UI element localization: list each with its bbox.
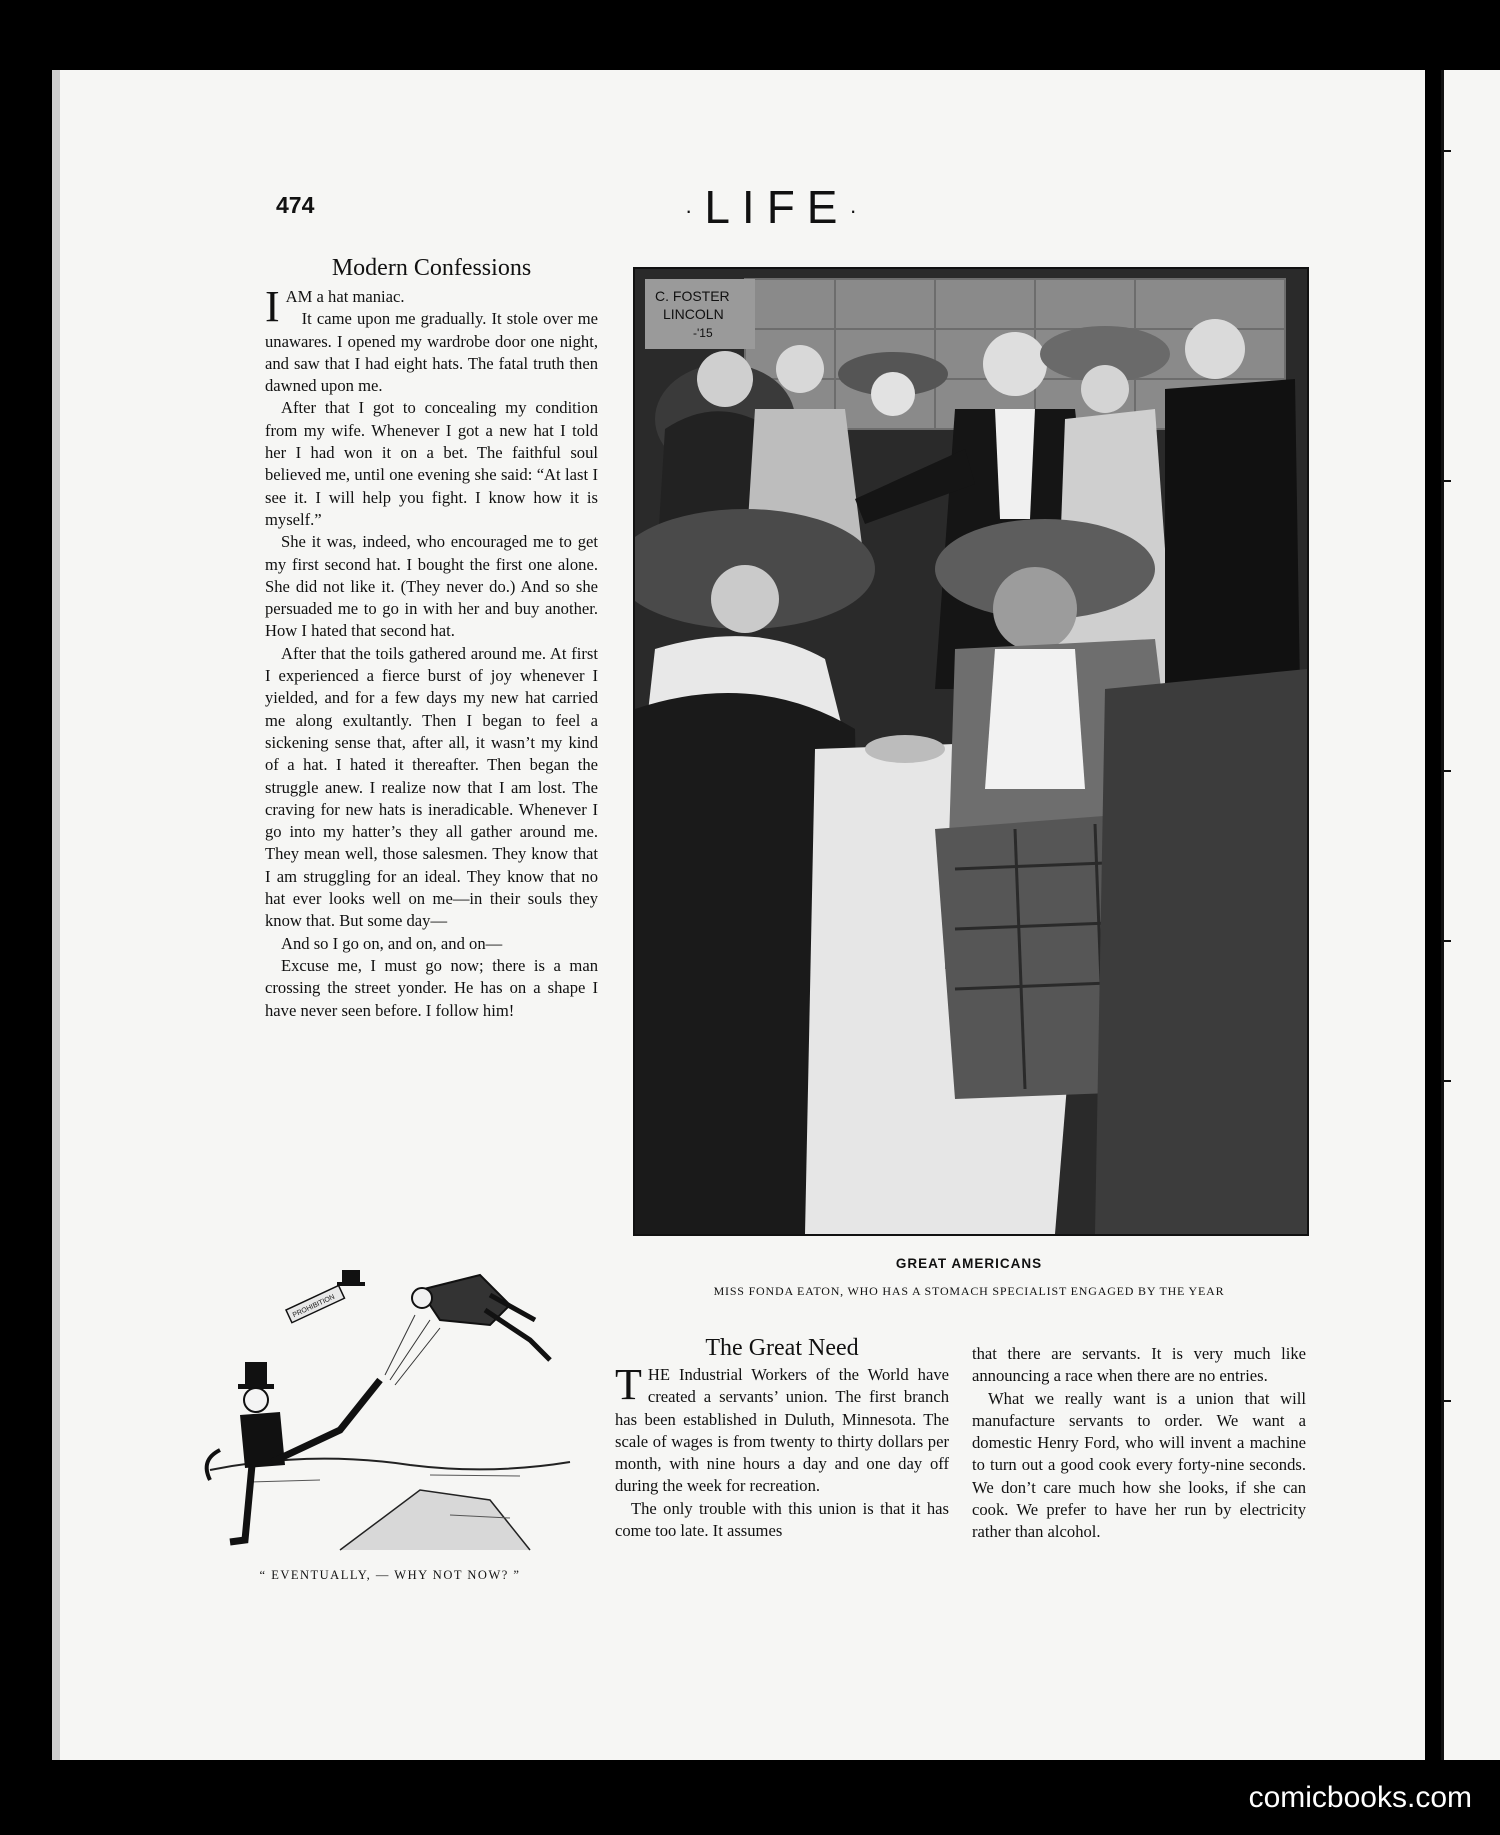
paragraph: After that the toils gathered around me. At first I experienced a fierce burst of joy whenever I yielded, and for a few days my new hat carried me along exultantly. Then I began to feel a sickening sense that, after all, it wasn’t my kind of a hat. I hated it thereafter. Then began the struggle anew. I realize now that I am lost. The craving for new hats is ineradicable. Whenever I go into my hatter’s they all gather around me. They mean well, those salesmen. They know that I am struggling for an ideal. They know that no hat ever looks well on me—in their souls they know that. But some day— [265, 643, 598, 931]
watermark: comicbooks.com [1248, 1781, 1472, 1814]
svg-text:-'15: -'15 [693, 326, 713, 340]
uncle-sam-cartoon [190, 1250, 590, 1585]
artist-signature: C. FOSTER [655, 288, 730, 304]
article-modern-confessions [265, 255, 598, 1022]
cartoon-artwork [190, 1250, 590, 1570]
illustration-caption-subtitle: MISS FONDA EATON, WHO HAS A STOMACH SPECIALIST ENGAGED BY THE YEAR [713, 1284, 1225, 1298]
article-great-need-continued [972, 1343, 1306, 1544]
prohibition-label: PROHIBITION [291, 1293, 336, 1320]
article-title: Modern Confessions [331, 255, 532, 281]
paragraph: THE Industrial Workers of the World have created a servants’ union. The first branch has been established in Duluth, Minnesota. The scale of wages is from twenty to thirty dollars per month, with nine hours a day and one day off during the week for recreation. [615, 1360, 949, 1496]
illustration-artwork [635, 269, 1307, 1234]
great-americans-illustration [633, 267, 1309, 1236]
paragraph: The only trouble with this union is that it has come too late. It assumes [615, 1498, 949, 1541]
paragraph: that there are servants. It is very much like announcing a race when there are no entries. [972, 1344, 1306, 1386]
article-body-right [972, 1343, 1306, 1544]
masthead: ·LIFE· [685, 181, 869, 233]
paragraph: She it was, indeed, who encouraged me to get my first second hat. I bought the first one alone. She did not like it. (They never do.) And so she persuaded me to go in with her and buy another. How I hated that second hat. [265, 532, 598, 641]
masthead-title: LIFE [704, 181, 850, 233]
cartoon-caption: “ EVENTUALLY, — WHY NOT NOW? ” [259, 1568, 521, 1582]
facing-page-edge [1441, 70, 1500, 1760]
illustration-caption-title: GREAT AMERICANS [895, 1256, 1043, 1271]
article-body-left [615, 1360, 949, 1542]
paragraph: IAM a hat maniac. [265, 282, 405, 331]
paragraph: It came upon me gradually. It stole over me unawares. I opened my wardrobe door one night, and saw that I had eight hats. The fatal truth then dawned upon me. [265, 309, 598, 396]
drop-cap: I [265, 282, 280, 331]
page-number: 474 [276, 192, 315, 218]
paragraph: And so I go on, and on, and on— [281, 933, 503, 953]
svg-text:LINCOLN: LINCOLN [663, 306, 724, 322]
paragraph: What we really want is a union that will manufacture servants to order. We want a domestic Henry Ford, who will invent a machine to turn out a good cook every forty-nine seconds. We don’t care much how she looks, if she can cook. We prefer to have her run by electricity rather than alcohol. [972, 1388, 1306, 1542]
article-body [265, 282, 598, 1022]
article-title: The Great Need [705, 1335, 859, 1361]
drop-cap: T [615, 1360, 642, 1409]
scan-edge [52, 70, 60, 1760]
article-great-need [615, 1335, 949, 1542]
paragraph: After that I got to concealing my condition from my wife. Whenever I got a new hat I told her I had won it on a bet. The faithful soul believed me, until one evening she said: “At last I see it. I will help you fight. I know how it is myself.” [265, 398, 598, 529]
paragraph: Excuse me, I must go now; there is a man crossing the street yonder. He has on a shape I have never seen before. I follow him! [265, 955, 598, 1020]
